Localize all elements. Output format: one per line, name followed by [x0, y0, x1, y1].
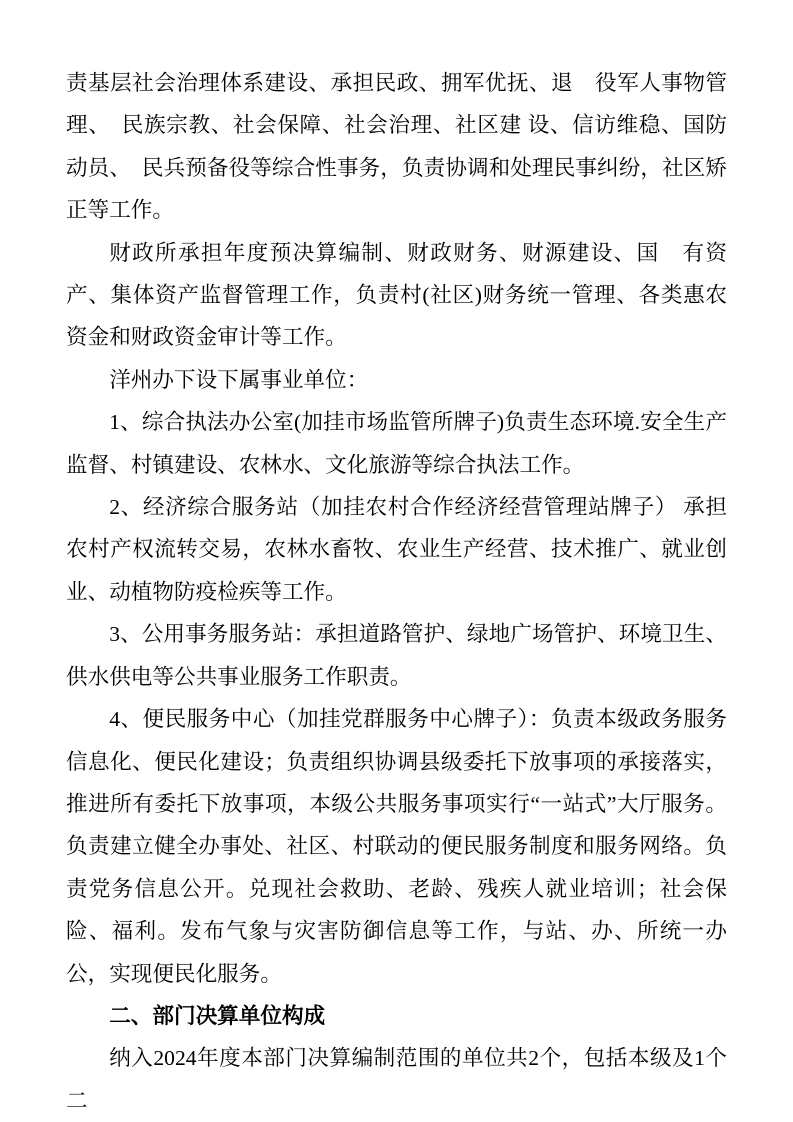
paragraph-budget-units-scope: 纳入2024年度本部门决算编制范围的单位共2个，包括本级及1个二 — [66, 1046, 727, 1113]
paragraph-item-2-economic-comprehensive-service-station: 2、经济综合服务站（加挂农村合作经济经营管理站牌子） 承担农村产权流转交易，农林水畜牧、农业生产经营、技术推广、就业创业、动植物防疫检疾等工作。 — [66, 495, 727, 604]
paragraph-item-1-comprehensive-law-enforcement-office: 1、综合执法办公室(加挂市场监管所牌子)负责生态环境.安全生产监督、村镇建设、农林水、文化旅游等综合执法工作。 — [66, 410, 727, 477]
section-heading-department-final-accounts-composition: 二、部门决算单位构成 — [109, 1002, 326, 1028]
paragraph-subordinate-units-intro: 洋州办下设下属事业单位： — [109, 367, 369, 392]
paragraph-social-governance-continuation: 责基层社会治理体系建设、承担民政、拥军优抚、退 役军人事物管理、 民族宗教、社会保障、社会治理、社区建 设、信访维稳、国防动员、 民兵预备役等综合性事务，负责协调和处理民事纠纷，社区矫正等工作。 — [66, 71, 727, 223]
paragraph-item-4-convenience-service-center: 4、便民服务中心（加挂党群服务中心牌子）：负责本级政务服务信息化、便民化建设；负责组织协调县级委托下放事项的承接落实，推进所有委托下放事项，本级公共服务事项实行“一站式”大厅服务。负责建立健全办事处、社区、村联动的便民服务制度和服务网络。负责党务信息公开。兑现社会救助、老龄、残疾人就业培训；社会保险、福利。发布气象与灾害防御信息等工作，与站、办、所统一办公，实现便民化服务。 — [66, 707, 727, 986]
paragraph-finance-office-duties: 财政所承担年度预决算编制、财政财务、财源建设、国 有资产、集体资产监督管理工作，负责村(社区)财务统一管理、各类惠农资金和财政资金审计等工作。 — [66, 240, 727, 350]
paragraph-item-3-public-affairs-service-station: 3、公用事务服务站：承担道路管护、绿地广场管护、环境卫生、供水供电等公共事业服务工作职责。 — [66, 622, 727, 689]
